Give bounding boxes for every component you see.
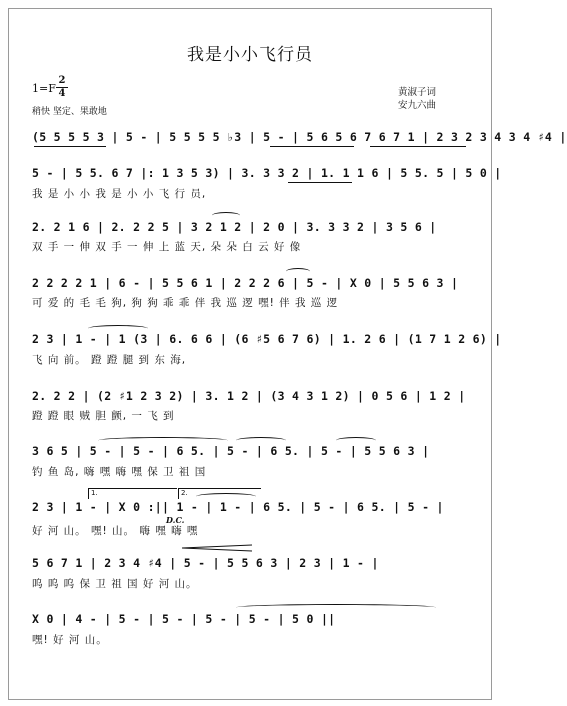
key-signature: 1=F — [32, 82, 56, 95]
meter-top: 2 — [58, 75, 66, 86]
lyrics-system-8: 好 河 山。 嘿! 山。 嗨 嘿 嗨 嘿 — [32, 525, 199, 537]
time-signature — [56, 76, 68, 99]
lyrics-system-7: 钓 鱼 岛, 嗨 嘿 嗨 嘿 保 卫 祖 国 — [32, 466, 207, 478]
slur — [286, 268, 310, 275]
second-ending-label: 2. — [181, 489, 188, 497]
lyrics-system-2: 我 是 小 小 我 是 小 小 飞 行 员, — [32, 188, 207, 200]
credits — [398, 86, 436, 112]
score-system-2: 5 - | 5 5. 6 7 |: 1 3 5 3) | 3. 3 3 2 | 1. 1 1 6 | 5 5. 5 | 5 0 | — [32, 166, 502, 180]
score-system-6: 2. 2 2 | (2 ♯1 2 3 2) | 3. 1 2 | (3 4 3 1 2) | 0 5 6 | 1 2 | — [32, 389, 466, 403]
lyrics-system-9: 呜 呜 呜 保 卫 祖 国 好 河 山。 — [32, 578, 198, 590]
eighth-beam — [288, 182, 352, 183]
eighth-beam — [270, 146, 354, 147]
crescendo-hairpin — [182, 545, 252, 551]
composer-credit: 安九六曲 — [398, 100, 437, 111]
meter-bottom: 4 — [58, 88, 66, 99]
score-system-7: 3 6 5 | 5 - | 5 - | 6 5. | 5 - | 6 5. | 5 - | 5 5 6 3 | — [32, 444, 430, 458]
lyrics-system-5: 飞 向 前。 蹬 蹬 腿 到 东 海, — [32, 354, 187, 366]
tempo-marking: 稍快 坚定、果敢地 — [32, 107, 107, 117]
score-system-10: X 0 | 4 - | 5 - | 5 - | 5 - | 5 - | 5 0 || — [32, 612, 336, 626]
slur — [212, 212, 240, 219]
score-system-1: (5 5 5 5 3 | 5 - | 5 5 5 5 ♭3 | 5 - | 5 6 5 6 7 6 7 1 | 2 3 2 3 4 3 4 ♯4 | — [32, 130, 567, 144]
score-system-4: 2 2 2 2 1 | 6 - | 5 5 6 1 | 2 2 2 6 | 5 - | X 0 | 5 5 6 3 | — [32, 276, 459, 290]
da-capo-mark: D.C. — [166, 515, 185, 525]
eighth-beam — [370, 146, 466, 147]
first-ending-bracket — [88, 488, 177, 499]
score-system-3: 2. 2 1 6 | 2. 2 2 5 | 3 2 1 2 | 2 0 | 3. 3 3 2 | 3 5 6 | — [32, 220, 437, 234]
tie — [88, 325, 148, 332]
score-system-9: 5 6 7 1 | 2 3 4 ♯4 | 5 - | 5 5 6 3 | 2 3 | 1 - | — [32, 556, 379, 570]
first-ending-label: 1. — [91, 489, 98, 497]
song-title: 我是小小飞行员 — [187, 45, 313, 65]
lyrics-system-4: 可 爱 的 毛 毛 狗, 狗 狗 乖 乖 伴 我 巡 逻 嘿! 伴 我 巡 逻 — [32, 297, 339, 309]
lyrics-system-10: 嘿! 好 河 山。 — [32, 634, 108, 646]
eighth-beam — [34, 146, 106, 147]
tie — [196, 493, 256, 500]
tie — [98, 437, 228, 444]
score-system-8: 2 3 | 1 - | X 0 :|| 1 - | 1 - | 6 5. | 5 - | 6 5. | 5 - | — [32, 500, 444, 514]
score-system-5: 2 3 | 1 - | 1 (3 | 6. 6 6 | (6 ♯5 6 7 6) | 1. 2 6 | (1 7 1 2 6) | — [32, 332, 502, 346]
tie — [336, 437, 376, 444]
tie — [236, 604, 436, 611]
lyrics-system-3: 双 手 一 伸 双 手 一 伸 上 蓝 天, 朵 朵 白 云 好 像 — [32, 241, 302, 253]
lyricist-credit: 黄淑子词 — [398, 87, 437, 98]
lyrics-system-6: 蹬 蹬 眼 贼 胆 颤, 一 飞 到 — [32, 410, 175, 422]
tie — [236, 437, 286, 444]
